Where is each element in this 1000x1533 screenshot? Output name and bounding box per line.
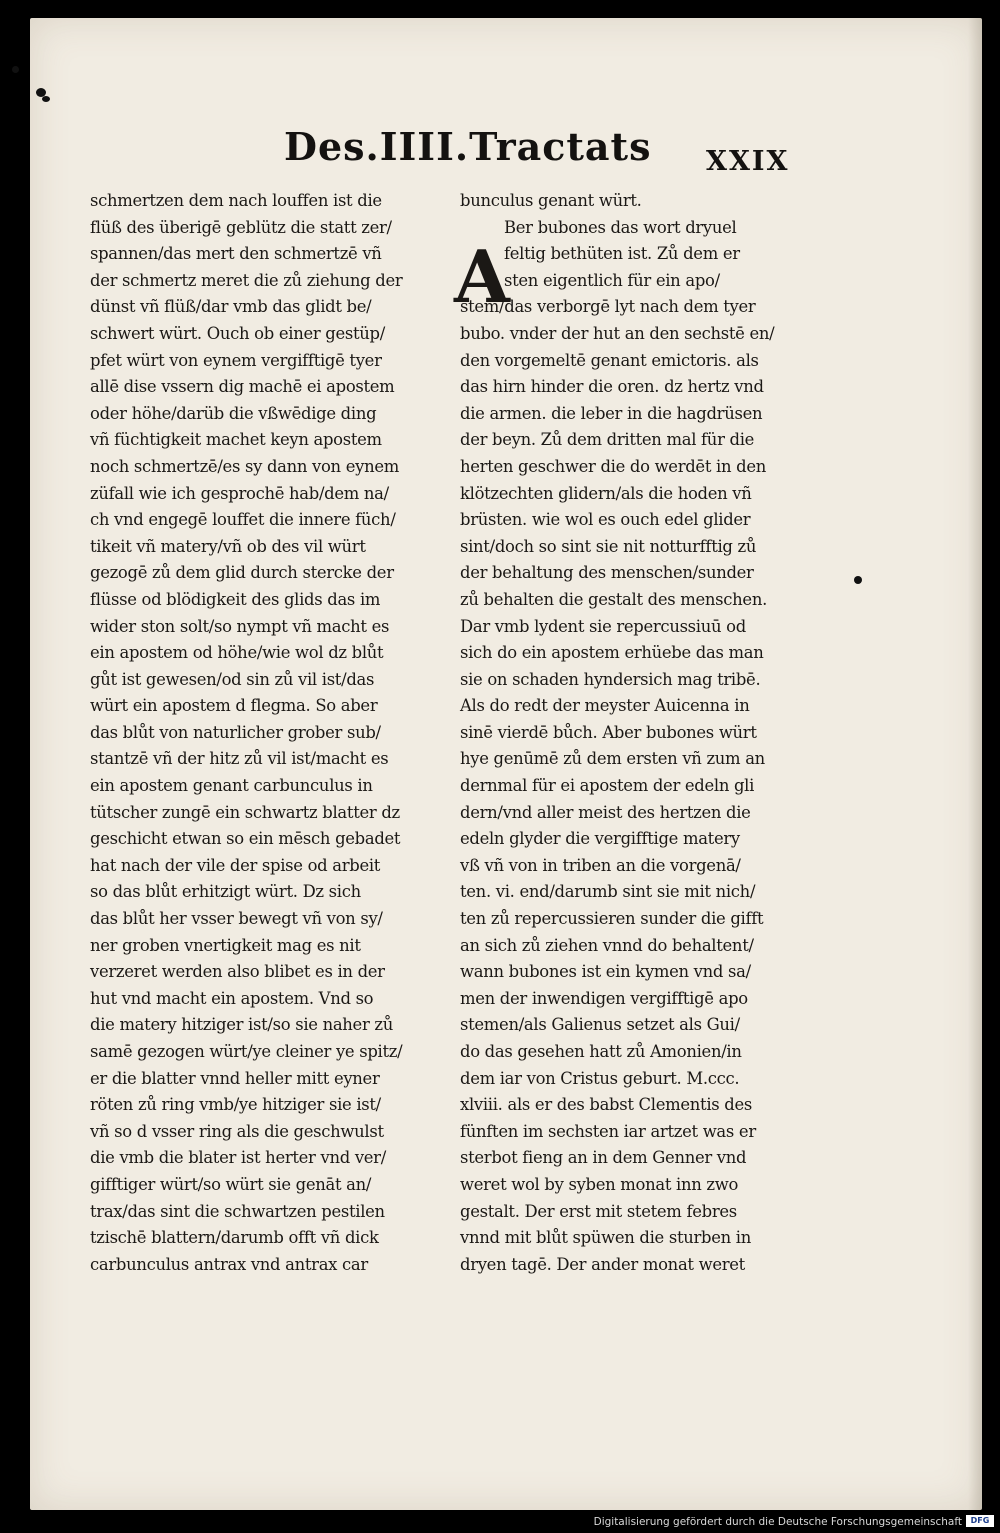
text-line: carbunculus antrax vnd antrax car xyxy=(90,1254,368,1274)
folio-number: XXIX xyxy=(706,146,790,177)
text-line: ein apostem genant carbunculus in xyxy=(90,776,373,796)
text-line: tikeit vñ matery/vñ ob des vil würt xyxy=(90,536,366,556)
text-line: dernmal für ei apostem der edeln gli xyxy=(460,776,755,796)
text-line: bubo. vnder der hut an den sechstē en/ xyxy=(460,323,775,343)
text-line: das hirn hinder die oren. dz hertz vnd xyxy=(460,377,764,397)
text-line: er die blatter vnnd heller mitt eyner xyxy=(90,1068,380,1088)
text-line: bunculus genant würt. xyxy=(460,191,642,210)
text-line: hye genūmē zů dem ersten vñ zum an xyxy=(460,749,765,769)
text-line: dem iar von Cristus geburt. M.ccc. xyxy=(460,1068,740,1088)
text-line: vß vñ von in triben an die vorgenā/ xyxy=(460,855,741,875)
text-line: gifftiger würt/so würt sie genāt an/ xyxy=(90,1174,372,1194)
text-line: schmertzen dem nach louffen ist die xyxy=(90,191,382,210)
text-line: sten eigentlich für ein apo/ xyxy=(504,270,720,290)
text-line: gůt ist gewesen/od sin zů vil ist/das xyxy=(90,669,375,689)
text-line: züfall wie ich gesprochē hab/dem na/ xyxy=(90,483,389,503)
text-line: stantzē vñ der hitz zů vil ist/macht es xyxy=(90,749,389,769)
text-line: vñ so d vsser ring als die geschwulst xyxy=(90,1121,384,1141)
text-line: der behaltung des menschen/sunder xyxy=(460,563,754,583)
text-line: würt ein apostem d flegma. So aber xyxy=(90,696,378,716)
text-line: wann bubones ist ein kymen vnd sa/ xyxy=(460,962,751,982)
text-line: brüsten. wie wol es ouch edel glider xyxy=(460,510,751,530)
text-line: vñ füchtigkeit machet keyn apostem xyxy=(90,430,382,450)
running-head: Des.IIII.Tractats xyxy=(284,124,652,169)
text-line: gestalt. Der erst mit stetem febres xyxy=(460,1201,737,1221)
ink-speck xyxy=(12,66,19,73)
text-line: fünften im sechsten iar artzet was er xyxy=(460,1121,756,1141)
text-line: vnnd mit blůt spüwen die sturben in xyxy=(460,1228,751,1248)
text-line: gezogē zů dem glid durch stercke der xyxy=(90,563,394,583)
text-line: tzischē blattern/darumb offt vñ dick xyxy=(90,1228,379,1248)
text-line: sint/doch so sint sie nit notturfftig zů xyxy=(460,536,757,556)
text-line: noch schmertzē/es sy dann von eynem xyxy=(90,456,399,476)
text-line: der beyn. Zů dem dritten mal für die xyxy=(460,430,755,450)
text-line: die matery hitziger ist/so sie naher zů xyxy=(90,1015,393,1035)
text-line: dern/vnd aller meist des hertzen die xyxy=(460,802,751,822)
text-line: hat nach der vile der spise od arbeit xyxy=(90,855,381,875)
text-line: ten zů repercussieren sunder die gifft xyxy=(460,909,764,929)
text-line: oder höhe/darüb die vßwēdige ding xyxy=(90,403,377,423)
text-line: sinē vierdē bůch. Aber bubones würt xyxy=(460,722,757,742)
text-line: Ber bubones das wort dryuel xyxy=(504,217,737,237)
text-line: Dar vmb lydent sie repercussiuū od xyxy=(460,616,746,636)
text-line: stem/das verborgē lyt nach dem tyer xyxy=(460,297,756,317)
text-line: so das blůt erhitzigt würt. Dz sich xyxy=(90,882,361,902)
text-line: zů behalten die gestalt des menschen. xyxy=(460,589,767,609)
text-line: die armen. die leber in die hagdrüsen xyxy=(460,403,763,423)
text-line: sie on schaden hyndersich mag tribē. xyxy=(460,669,761,689)
text-line: tütscher zungē ein schwartz blatter dz xyxy=(90,802,400,822)
text-line: der schmertz meret die zů ziehung der xyxy=(90,270,403,290)
dfg-logo: DFG xyxy=(966,1515,994,1527)
text-line: dünst vñ flüß/dar vmb das glidt be/ xyxy=(90,297,372,317)
text-line: trax/das sint die schwartzen pestilen xyxy=(90,1201,385,1221)
page-edge-shadow xyxy=(968,18,982,1510)
text-line: men der inwendigen vergifftigē apo xyxy=(460,988,748,1008)
text-line: stemen/als Galienus setzet als Gui/ xyxy=(460,1015,740,1035)
text-line: sich do ein apostem erhüebe das man xyxy=(460,643,764,663)
text-line: flüß des überigē geblütz die statt zer/ xyxy=(90,217,392,237)
left-text-column xyxy=(90,188,438,1278)
text-line: ch vnd engegē louffet die innere füch/ xyxy=(90,510,396,530)
text-line: samē gezogen würt/ye cleiner ye spitz/ xyxy=(90,1042,403,1061)
text-line: feltig bethüten ist. Zů dem er xyxy=(504,244,740,264)
text-line: xlviii. als er des babst Clementis des xyxy=(460,1095,752,1115)
text-line: spannen/das mert den schmertzē vñ xyxy=(90,244,382,264)
text-line: edeln glyder die vergifftige matery xyxy=(460,829,740,849)
text-line: ten. vi. end/darumb sint sie mit nich/ xyxy=(460,882,756,902)
text-line: sterbot fieng an in dem Genner vnd xyxy=(460,1148,747,1168)
text-line: hut vnd macht ein apostem. Vnd so xyxy=(90,988,374,1008)
text-line: allē dise vssern dig machē ei apostem xyxy=(90,377,395,397)
text-line: herten geschwer die do werdēt in den xyxy=(460,456,766,476)
text-line: ner groben vnertigkeit mag es nit xyxy=(90,935,361,955)
text-line: an sich zů ziehen vnnd do behaltent/ xyxy=(460,935,754,955)
ink-speck xyxy=(42,96,50,102)
text-line: pfet würt von eynem vergifftigē tyer xyxy=(90,350,382,370)
text-line: klötzechten glidern/als die hoden vñ xyxy=(460,483,752,503)
text-line: flüsse od blödigkeit des glids das im xyxy=(90,589,381,609)
initial-block xyxy=(454,215,805,1279)
right-text-column xyxy=(454,188,805,1278)
text-line: das blůt her vsser bewegt vñ von sy/ xyxy=(90,909,383,929)
text-line: geschicht etwan so ein mēsch gebadet xyxy=(90,829,401,849)
text-line: die vmb die blater ist herter vnd ver/ xyxy=(90,1148,386,1168)
text-line: schwert würt. Ouch ob einer gestüp/ xyxy=(90,323,385,343)
text-line: wider ston solt/so nympt vñ macht es xyxy=(90,616,390,636)
text-line: verzeret werden also blibet es in der xyxy=(90,962,385,982)
text-line: den vorgemeltē genant emictoris. als xyxy=(460,350,759,370)
text-line: röten zů ring vmb/ye hitziger sie ist/ xyxy=(90,1095,381,1115)
text-line: Als do redt der meyster Auicenna in xyxy=(460,696,750,716)
decorated-initial: A xyxy=(454,233,510,319)
text-line: ein apostem od höhe/wie wol dz blůt xyxy=(90,643,384,663)
text-line: do das gesehen hatt zů Amonien/in xyxy=(460,1042,742,1061)
margin-dot xyxy=(854,576,862,584)
text-line: weret wol by syben monat inn zwo xyxy=(460,1174,739,1194)
footer-credit: Digitalisierung gefördert durch die Deutsche Forschungsgemeinschaft xyxy=(593,1516,962,1528)
text-line: das blůt von naturlicher grober sub/ xyxy=(90,722,381,742)
text-line: dryen tagē. Der ander monat weret xyxy=(460,1254,745,1274)
